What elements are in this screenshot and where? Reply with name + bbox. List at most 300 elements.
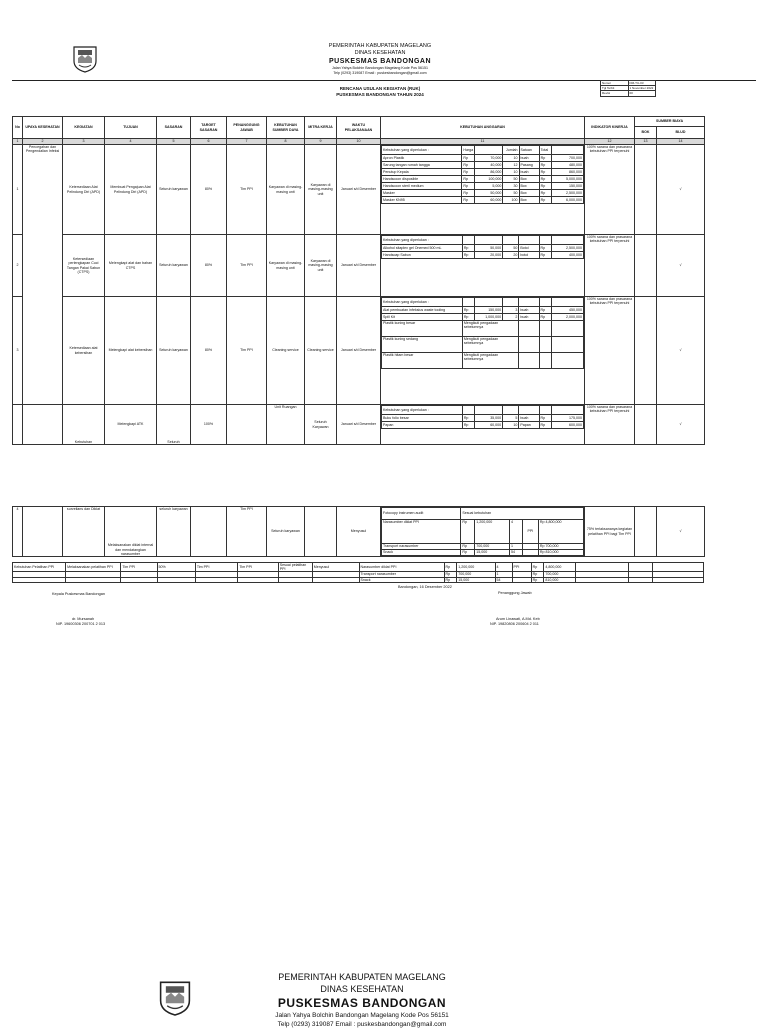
blud-check: √ [657,145,705,235]
item-price: 1,200,000 [475,520,510,544]
item-name: Buku folio besar [382,415,463,422]
pj-cell: Tim PPI [227,235,267,297]
item-name: Masker [382,190,462,197]
row-no: 2 [13,235,23,297]
budget-item-row [382,162,584,169]
item-unit: buah [519,307,539,314]
target-cell [191,507,227,557]
item-unit: PPI [522,520,538,544]
waktu-cell: Januari s/d Desember [337,145,381,235]
item-currency: Harga [462,146,475,155]
item-price: 70,000 [475,155,503,162]
left-signatory-nip: NIP. 19600306 200701 2 013 [56,622,106,626]
item-price: 60,000 [474,422,502,429]
header-name: PUSKESMAS BANDONGAN [328,58,432,65]
item-price [474,298,502,307]
item-name: Alkohol sitaplex gel Onemed 500 mL [382,245,463,252]
item-currency: Rp [539,520,545,524]
doc-info-value: DM-TU-03 [628,81,656,86]
item-name: Sarung tangan rumah tangga [382,162,462,169]
upaya-cell [23,507,63,557]
ruk-table-continued [12,506,705,557]
col-kegiatan: KEGIATAN [63,117,105,139]
item-unit [519,236,539,245]
item-qty: 54 [510,550,523,556]
colnum: 4 [105,139,157,145]
summary-cell: 54 [495,577,512,582]
item-currency: Rp [462,197,475,204]
item-note: Mengikuti pengadaan sebelumnya [462,353,519,369]
anggaran-cell [381,297,585,405]
blud-check: √ [657,507,705,557]
blud-check: √ [657,297,705,405]
item-price [474,406,502,415]
item-total: 2,500,000 [551,245,583,252]
item-currency: Rp [539,245,551,252]
doc-info-label: Revisi [601,91,629,96]
blud-check: √ [657,405,705,445]
item-unit: Pasang [519,162,539,169]
item-unit: botol [519,252,539,259]
summary-cell: 1,200,000 [457,563,495,572]
sumberdaya-cell: Karyawan di masing-masing unit [267,145,305,235]
mitra-cell: Karyawan di masing-masing unit [305,145,337,235]
summary-cell: Kebutuhan Pelatihan PPI [13,563,66,572]
colnum: 1 [13,139,23,145]
item-name: Plastik hitam besar [382,353,463,369]
item-currency: Rp [462,155,475,162]
tujuan-cell: Melengkapi alat kebersihan [105,297,157,405]
item-qty: 20 [503,252,519,259]
sumberdaya-cell: Karyawan di masing-masing unit [267,235,305,297]
item-currency: Rp [539,183,551,190]
item-unit: Box [519,183,539,190]
pj-cell [227,405,267,445]
header-gov: PEMERINTAH KABUPATEN MAGELANG [328,43,432,49]
item-price [475,146,503,155]
summary-cell: 4,800,000 [544,563,576,572]
mitra-cell: Karyawan di masing-masing unit [305,235,337,297]
col-sasaran: SASARAN [157,117,191,139]
colnum: 14 [657,139,705,145]
item-qty: 10 [503,422,519,429]
item-currency [539,236,551,245]
item-name: Kebutuhan yang diperlukan : [382,236,463,245]
item-qty [503,236,519,245]
summary-row [13,577,704,582]
item-currency: Rp [539,422,551,429]
summary-cell: Transport narasumber [359,572,444,577]
item-currency: Rp [461,544,475,550]
summary-cell: Snack [359,577,444,582]
items-table [381,405,584,429]
footer-gov: PEMERINTAH KABUPATEN MAGELANG [278,972,446,982]
item-note: Mengikuti pengadaan sebelumnya [462,321,519,337]
ruk-table [12,116,705,445]
indikator-cell: 100% sarana dan prasarana kebutuhan PPI terpenuhi [585,145,635,235]
doc-info-label: Tgl Terbit [601,86,629,91]
item-price: 700,000 [475,544,510,550]
item-name: Handscoon disposible [382,176,462,183]
summary-cell: PPI [512,563,531,572]
item-total [551,146,583,155]
summary-cell: Tim PPI [238,563,278,572]
item-name: Masker KN95 [382,197,462,204]
item-unit: Box [519,176,539,183]
item-currency: Rp [462,245,474,252]
summary-cell: 700,000 [457,572,495,577]
item-currency: Rp [462,162,475,169]
item-qty: 100 [503,197,519,204]
item-qty: 3 [503,307,519,314]
item-name: Handscoon steril medium [382,183,462,190]
sasaran-cell: Seluruh karyawan [157,145,191,235]
kegiatan-cell: surveilans dan Diklat [63,507,105,557]
target-cell: 80% [191,235,227,297]
items-table [381,297,584,369]
item-name: Handsoap Sabun [382,252,463,259]
item-name: Snack [382,550,461,556]
empty-cell [551,337,583,353]
item-price: 20,000 [474,252,502,259]
item-currency: Rp [539,155,551,162]
item-unit: buah [519,155,539,162]
budget-item-row [382,197,584,204]
item-name: Alat pembuatan infeksius waste tooling [382,307,463,314]
item-currency: Rp [462,176,475,183]
item-total: 2,500,000 [551,190,583,197]
item-currency: Rp [462,252,474,259]
doc-info-label: Nomor [601,81,629,86]
item-price: 50,000 [474,245,502,252]
budget-item-row [382,245,584,252]
item-name: Spill Kit [382,314,463,321]
item-price: 60,000 [475,197,503,204]
item-unit: Box [519,190,539,197]
item-currency [539,406,551,415]
right-signatory-role: Penanggung Jawab [498,591,532,595]
row-no [13,405,23,445]
item-currency: Rp [539,169,551,176]
upaya-text: Pencegahan dan Pengendalian Infeksi [25,145,60,154]
item-currency: Rp [461,550,475,556]
footer-dept: DINAS KESEHATAN [320,984,404,994]
summary-cell: Rp [531,563,544,572]
place-date: Bandongan, 16 Desember 2022 [398,585,452,589]
summary-table [12,562,704,583]
colnum: 9 [305,139,337,145]
item-total: 6,000,000 [551,197,583,204]
header-dept: DINAS KESEHATAN [354,50,406,56]
footer-address: Jalan Yahya Bolchin Bandongan Magelang Kode Pos 56151 [275,1012,449,1019]
item-name: Narasumber diklat PPI [382,520,461,544]
budget-item-row [382,190,584,197]
item-total: 600,000 [551,422,583,429]
waktu-cell: Januari s/d Desember [337,297,381,405]
summary-cell: Rp [444,563,457,572]
target-cell: 100% [191,405,227,445]
doc-title: RENCANA USULAN KEGIATAN (RUK) [339,86,421,91]
item-price: 35,000 [474,415,502,422]
table-row [13,507,705,557]
colnum: 3 [63,139,105,145]
empty-cell [539,337,551,353]
indikator-cell: 75% terlaksananya kegiatan pelatihan PPI bagi Tim PPI [585,507,635,557]
right-signatory-nip: NIP. 19820806 200604 2 011 [490,622,539,626]
item-total: 400,000 [551,252,583,259]
item-currency: Rp [539,176,551,183]
item-unit: Botol [519,245,539,252]
empty-cell [519,337,539,353]
item-unit: buah [519,169,539,176]
item-price [474,236,502,245]
empty-cell [519,321,539,337]
item-currency [539,298,551,307]
budget-item-row [382,314,584,321]
budget-item-row [382,236,584,245]
magelang-crest-logo [158,978,192,1018]
item-currency [462,406,474,415]
indikator-cell: 100% sarana dan prasarana kebutuhan PPI terpenuhi [585,235,635,297]
empty-cell [539,321,551,337]
table-row [13,145,705,235]
row-no: 3 [13,297,23,405]
item-qty: 50 [503,176,519,183]
summary-cell: 15,000 [457,577,495,582]
budget-item-row [382,321,584,337]
item-total: 700,000 [545,544,559,549]
budget-item-row [382,307,584,314]
item-currency: Rp [539,197,551,204]
item-currency: Total [539,146,551,155]
col-blud: BLUD [657,127,705,139]
tujuan-cell: Melengkapi ATK [105,405,157,445]
sumberdaya-cell: Seluruh karyawan [267,507,305,557]
col-pj: PENANGGUNG JAWAB [227,117,267,139]
budget-item-row [382,176,584,183]
item-note: Mengikuti pengadaan sebelumnya [462,337,519,353]
footer-name: PUSKESMAS BANDONGAN [277,996,447,1010]
colnum: 6 [191,139,227,145]
summary-cell: Rp [444,572,457,577]
col-waktu: WAKTU PELAKSANAAN [337,117,381,139]
item-qty: 4 [510,520,523,544]
col-bok: BOK [635,127,657,139]
item-price: 5,000 [475,183,503,190]
item-qty: 2 [503,314,519,321]
empty-cell [551,321,583,337]
summary-cell: 4 [495,563,512,572]
item-total: 175,000 [551,415,583,422]
budget-item-row [382,146,584,155]
item-currency: Rp [462,183,475,190]
summary-cell: 810,000 [544,577,576,582]
item-name: Kebutuhan yang diperlukan : [382,298,463,307]
summary-cell: Rp [531,572,544,577]
indikator-cell: 100% sarana dan prasarana kebutuhan PPI terpenuhi [585,297,635,405]
item-currency: Rp [539,162,551,169]
colnum: 8 [267,139,305,145]
row-no: 1 [13,145,23,235]
item-qty: 12 [503,162,519,169]
item-unit [519,298,539,307]
item-price: 86,000 [475,169,503,176]
item-qty [503,298,519,307]
items-table [381,145,584,204]
bok-cell [635,235,657,297]
item-currency [462,298,474,307]
waktu-cell: Menyusul [337,507,381,557]
doc-info-box [600,80,656,97]
item-currency: Rp [539,550,545,555]
sumberdaya-cell: Unit Ruangan [267,405,305,445]
waktu-cell: Januari s/d Desember [337,235,381,297]
col-sumberdaya: KEBUTUHAN SUMBER DAYA [267,117,305,139]
item-unit: Satuan [519,146,539,155]
colnum: 11 [381,139,585,145]
col-no: No [13,117,23,139]
right-signatory-name: Arum Linawati, A.Md. Keb [496,617,540,621]
item-name: Plastik kuning sedang [382,337,463,353]
col-tujuan: TUJUAN [105,117,157,139]
table-row [13,405,705,445]
item-total: 5,000,000 [551,176,583,183]
summary-cell: Tim PPI [121,563,157,572]
target-cell: 80% [191,145,227,235]
table-row [13,235,705,297]
budget-item-row [382,415,584,422]
item-qty: 50 [503,190,519,197]
item-currency: Rp [462,169,475,176]
item-qty: 5 [503,415,519,422]
item-currency: Rp [462,190,475,197]
item-price: 50,000 [475,190,503,197]
tujuan-cell: Melengkapi alat dan bahan CTPS [105,235,157,297]
summary-cell: Sesuai pelatihan PPI [278,563,312,572]
item-qty: 10 [503,155,519,162]
col-upaya: UPAYA KESEHATAN [23,117,63,139]
sumberdaya-cell: Cleaning service [267,297,305,405]
item-currency: Rp [539,415,551,422]
item-name: Kebutuhan yang diperlukan : [382,146,462,155]
item-total: 150,000 [551,183,583,190]
kegiatan-cell: Ketersediaan perlengkapan Cuci Tangan Pakai Sabun (CTPS) [63,235,105,297]
item-total [551,298,583,307]
budget-item-row [382,298,584,307]
item-currency: Rp [462,422,474,429]
item-name: Fotocopy instrumen audit [382,508,461,520]
col-sumberbiaya: SUMBER BIAYA [635,117,705,127]
summary-cell: 50% [157,563,195,572]
col-indikator: INDIKATOR KINERJA [585,117,635,139]
item-currency: Rp [539,252,551,259]
item-price: 150,000 [474,307,502,314]
blud-check: √ [657,235,705,297]
item-unit: Papan [519,422,539,429]
empty-cell [539,353,551,369]
item-total: 810,000 [545,550,559,555]
anggaran-cell [381,507,585,557]
bok-cell [635,507,657,557]
sasaran-cell: seluruh karyawan [157,507,191,557]
item-name: Papan [382,422,463,429]
item-price: 15,000 [475,550,510,556]
item-total [551,406,583,415]
colnum: 10 [337,139,381,145]
mitra-cell: Seluruh Karyawan [305,405,337,445]
summary-cell: Melaksanakan pelatihan PPI [66,563,121,572]
indikator-cell: 100% sarana dan prasarana kebutuhan PPI terpenuhi [585,405,635,445]
item-currency: Rp [462,314,474,321]
item-total: 860,000 [551,169,583,176]
mitra-cell: Cleaning service [305,297,337,405]
table-row [13,297,705,405]
anggaran-cell [381,405,585,445]
summary-row [13,563,704,572]
upaya-cell [23,145,63,405]
item-price: 100,000 [475,176,503,183]
item-name: Apron Plastik [382,155,462,162]
pj-cell: Tim PPI [227,507,267,557]
doc-subtitle: PUSKESMAS BANDONGAN TAHUN 2024 [336,92,424,97]
item-note: Sesuai kebutuhan [461,508,584,520]
budget-item-row [382,155,584,162]
colnum: 7 [227,139,267,145]
summary-cell: Menyusul [312,563,359,572]
item-currency: Rp [539,314,551,321]
summary-cell: 700,000 [544,572,576,577]
doc-info-value: 00 [628,91,656,96]
item-qty [503,406,519,415]
item-price: 1,000,000 [474,314,502,321]
item-currency: Rp [539,190,551,197]
item-unit: buah [519,314,539,321]
colnum: 13 [635,139,657,145]
item-currency: Rp [539,544,545,549]
left-signatory-role: Kepala Puskesmas Bandongan [52,592,105,596]
mitra-cell [305,507,337,557]
item-name: Penutup Kepala [382,169,462,176]
pj-cell: Tim PPI [227,145,267,235]
item-qty: 30 [503,183,519,190]
item-name: Plastik kuning besar [382,321,463,337]
summary-cell: Rp [444,577,457,582]
waktu-cell: Januari s/d Desember [337,405,381,445]
item-name: Kebutuhan yang diperlukan : [382,406,463,415]
item-currency [462,236,474,245]
sasaran-cell: Seluruh karyawan [157,297,191,405]
bok-cell [635,405,657,445]
colnum: 12 [585,139,635,145]
sasaran-cell: Seluruh karyawan [157,235,191,297]
kegiatan-cell: Kebutuhan [63,405,105,445]
item-qty: 50 [503,245,519,252]
item-total: 4,800,000 [545,520,562,524]
left-signatory-name: dr. Mursanah [72,617,95,621]
budget-item-row [382,422,584,429]
item-qty: 10 [503,169,519,176]
budget-item-row [382,169,584,176]
empty-cell [519,353,539,369]
item-unit: buah [519,415,539,422]
budget-item-row [382,183,584,190]
items-table [381,235,584,259]
row-no: 4 [13,507,23,557]
item-currency: Rp [462,307,474,314]
pj-cell: Tim PPI [227,297,267,405]
tujuan-cell: Melaksanakan diklat internal dan mendatangkan narasumber [105,507,157,557]
magelang-crest-logo [72,45,98,73]
